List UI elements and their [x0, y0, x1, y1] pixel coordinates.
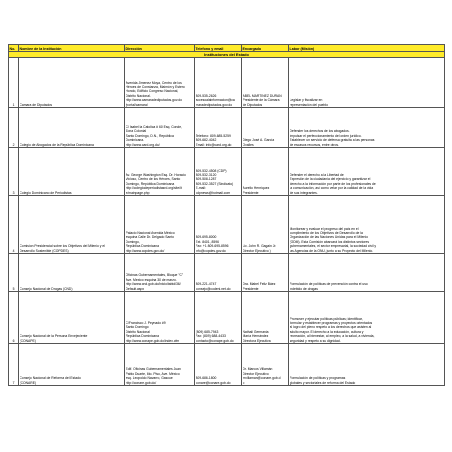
cell-line: Lic. John R. Gagain Jr.	[242, 244, 277, 249]
cell-phone[interactable]	[195, 254, 242, 292]
cell-line: http://www.copdes.gov.do/	[125, 248, 165, 253]
cell-line: 809-682-4042	[195, 138, 217, 143]
cell-line: esq. Leopoldo Navarro, Gascue	[125, 376, 173, 381]
cell-line: Formulación de políticas y programas	[289, 376, 346, 381]
cell-line: globales y sectoriales de reforma del Estado	[289, 380, 356, 385]
cell-mission[interactable]	[289, 108, 445, 148]
header-address[interactable]: Dirección	[125, 45, 195, 52]
cell-line: República Dominicana	[125, 334, 159, 339]
cell-line: e/mainpage.php	[125, 190, 150, 195]
cell-no[interactable]: 2	[9, 108, 19, 148]
cell-line: Monitorear y evaluar el progreso del país en el	[289, 226, 359, 231]
cell-line: Colegio de Abogados de la República Dominicana	[19, 142, 94, 147]
cell-address[interactable]	[125, 108, 195, 148]
cell-line: Pablo Duarte, 6to. Piso, Ave. México	[125, 371, 180, 376]
cell-phone[interactable]	[195, 108, 242, 148]
cell-line: Establecer un servicio de defensa gratuita a las personas	[289, 138, 375, 143]
cell-manager[interactable]	[242, 254, 289, 292]
cell-no[interactable]: 5	[9, 254, 19, 292]
cell-line: adulto mayor. El derecho a la educación, cultura y	[289, 329, 364, 334]
cell-line: accesoalainformacion@ca	[195, 98, 235, 103]
cell-line: Formulación de políticas de prevención contra el uso	[289, 282, 368, 287]
cell-line: conare@conare.gob.do	[195, 380, 231, 385]
cell-address[interactable]	[125, 148, 195, 196]
cell-line: gubernamentales, el sector empresarial, la sociedad civil y	[289, 244, 377, 249]
cell-no[interactable]: 7	[9, 344, 19, 386]
cell-line: Legislar y fiscalizar en	[289, 98, 323, 103]
cell-name[interactable]	[19, 108, 125, 148]
cell-line: Distrito Nacional	[125, 329, 150, 334]
table-row	[9, 148, 445, 196]
cell-line: Defender los derechos de los abogados.	[289, 129, 350, 134]
cell-line: Oficinas Gubernamentales, Bloque "C"	[125, 273, 184, 278]
cell-line: (809) 685-7943	[195, 329, 219, 334]
header-mission[interactable]: Labor (Misión)	[289, 45, 445, 52]
cell-line: seguridad y respeto a su dignidad.	[289, 338, 341, 343]
cell-line: indebido de drogas	[289, 286, 318, 291]
cell-manager[interactable]	[242, 108, 289, 148]
cell-line: Impulsar el perfeccionamiento del orden jurídico.	[289, 133, 362, 138]
cell-manager[interactable]	[242, 148, 289, 196]
cell-line: Edif. Oficinas Gubernamentales Juan	[125, 367, 181, 372]
cell-line: Héroes de Constanza, Maimón y Estero	[125, 84, 185, 89]
cell-line: derecho a la información por parte de los profesionales de	[289, 181, 376, 186]
cell-line: Santo Domingo	[125, 325, 149, 330]
cell-manager[interactable]	[242, 292, 289, 344]
header-phone[interactable]: Telefono y email	[195, 45, 242, 52]
cell-phone[interactable]	[195, 196, 242, 254]
cell-line: Nathali Germania	[242, 329, 269, 334]
cell-line: Dominicana.	[125, 138, 145, 143]
cell-line: (ODM). Esta Comisión abarcará los distintos sectores	[289, 239, 370, 244]
cell-line: Defender el derecho a la Libertad de	[289, 172, 344, 177]
cell-line: Av. George Washington Esq. Dr. Horacio	[125, 172, 186, 177]
cell-line: al logro del pleno respeto a los derechos que asisten al	[289, 325, 372, 330]
cell-address[interactable]	[125, 254, 195, 292]
cell-name[interactable]	[19, 196, 125, 254]
cell-line: Ave. Mexico esquina 30 de marzo.	[125, 277, 177, 282]
cell-line: formular y establecer programas y proyectos orientados	[289, 320, 373, 325]
cell-line: esquina Calle Dr. Delgado Santo	[125, 235, 175, 240]
institutions-table	[8, 44, 445, 386]
table-row	[9, 292, 445, 344]
cell-line: 809-532-3527 (Sindicato)	[195, 181, 234, 186]
cell-line: 809-535-2626	[195, 93, 217, 98]
cell-phone[interactable]	[195, 58, 242, 108]
cell-line: Aurelio Henríquez	[242, 186, 270, 191]
cell-line: Promover y ejecutar políticas públicas; identificar,	[289, 316, 363, 321]
cell-line: de sus integrantes.	[289, 190, 318, 195]
cell-line: Ext. 8401, 8596	[195, 239, 219, 244]
cell-line: http://colegiodeperiodistasrd.org/site/it	[125, 186, 182, 191]
cell-line: Domingo, República Dominicana	[125, 181, 175, 186]
cell-line: http://conare.gob.do/	[125, 380, 157, 385]
cell-line: Ovalles	[242, 142, 254, 147]
cell-line: de escasos recursos, entre otros.	[289, 142, 339, 147]
cell-line: Distrito Nacional.	[125, 93, 151, 98]
cell-mission[interactable]	[289, 344, 445, 386]
cell-line: representación del pueblo	[289, 102, 328, 107]
cell-line: Default.aspx	[125, 286, 145, 291]
cell-address[interactable]	[125, 344, 195, 386]
table-row	[9, 344, 445, 386]
table-row	[9, 196, 445, 254]
cell-name[interactable]	[19, 58, 125, 108]
cell-mission[interactable]	[289, 292, 445, 344]
cell-mission[interactable]	[289, 58, 445, 108]
cell-line: http://www.card.org.do/	[125, 142, 160, 147]
cell-line: Presidente	[242, 286, 259, 291]
cell-line: las Agencias de la ONU, junto a su Proyecto del Milenio.	[289, 248, 374, 253]
cell-line: Presidente	[242, 190, 259, 195]
cell-line: Comision Presidencial sobre los Objetivos del Milenio y el	[19, 244, 105, 249]
cell-line: 809-686-1800	[195, 376, 217, 381]
cell-mission[interactable]	[289, 254, 445, 292]
cell-line: maradediputados.gov.do	[195, 102, 233, 107]
cell-line: info@copdes.gov.do	[195, 248, 226, 253]
cell-line: Palacio Nacional Avenida México	[125, 230, 175, 235]
cell-line: Director Ejecutivo	[242, 371, 269, 376]
cell-line: C/ Isabel la Catolica # 60 Esq. Conde,	[125, 124, 183, 129]
cell-line: (CONAPE)	[19, 338, 36, 343]
cell-line: Domingo,	[125, 239, 140, 244]
cell-line: http://www.cnd.gob.do/inicio/tabid/36/	[125, 282, 181, 287]
cell-name[interactable]	[19, 292, 125, 344]
cell-line: Dr. Marcos Villamán	[242, 367, 273, 372]
cell-line: Avenida Jimenez Moya, Centro de los	[125, 80, 182, 85]
cell-line: María Hernández	[242, 334, 269, 339]
cell-line: Consejo Nacional de Drogas (CND)	[19, 286, 73, 291]
cell-address[interactable]	[125, 196, 195, 254]
cell-line: E-mail:	[195, 186, 206, 191]
cell-line: http://www.conape.gob.do/index.cfm	[125, 338, 180, 343]
cell-line: http://www.camaradediputados.gov.do	[125, 98, 182, 103]
table-row	[9, 108, 445, 148]
cell-no[interactable]: 3	[9, 148, 19, 196]
cell-line: contacto@conape.gob.do	[195, 338, 234, 343]
cell-line: de Diputados	[242, 102, 263, 107]
cell-address[interactable]	[125, 58, 195, 108]
cell-line: C/Francisco J. Peynado #9	[125, 320, 166, 325]
cell-line: Camara de Diputados	[19, 102, 53, 107]
cell-line: Presidente de la Cámara	[242, 98, 280, 103]
cell-line: ABEL MARTINEZ DURAN	[242, 93, 282, 98]
cell-manager[interactable]	[242, 196, 289, 254]
cell-line: consejo@codeni.net.do	[195, 286, 231, 291]
cell-mission[interactable]	[289, 196, 445, 254]
cell-line: Fax: (809) 688-4433	[195, 334, 226, 339]
cell-manager[interactable]	[242, 58, 289, 108]
cell-line: Consejo Nacional de la Persona Envejeciente	[19, 334, 88, 339]
cell-name[interactable]	[19, 148, 125, 196]
cell-line: Dra. Mabel Feliz Báez	[242, 282, 276, 287]
cell-line: Organización de las Naciones Unidas para el Milenio	[289, 235, 368, 240]
cell-line: Directora Ejecutiva	[242, 338, 271, 343]
cell-line: República Dominicana	[125, 244, 159, 249]
cell-line: 809-532-4508 (CDP)	[195, 168, 227, 173]
header-name[interactable]: Nombre de la Institución	[19, 45, 125, 52]
cell-line: recreación, al bienestar, al empleo, a la salud, a vivienda,	[289, 334, 375, 339]
cell-line: Santo Domingo, D.N., República	[125, 133, 174, 138]
cell-address[interactable]	[125, 292, 195, 344]
cell-line: Fax: +1 809-695-8596	[195, 244, 229, 249]
cell-no[interactable]: 6	[9, 292, 19, 344]
cell-phone[interactable]	[195, 292, 242, 344]
cell-phone[interactable]	[195, 344, 242, 386]
cell-name[interactable]	[19, 344, 125, 386]
cell-manager[interactable]	[242, 344, 289, 386]
cell-no[interactable]: 4	[9, 196, 19, 254]
header-row	[9, 45, 445, 52]
cell-line: cumplimiento de los Objetivos de Desarrollo de la	[289, 230, 363, 235]
cell-line: 809-532-3120	[195, 172, 217, 177]
cell-line: Consejo Nacional de Reforma del Estado	[19, 376, 81, 381]
cell-line: /portal/camara/	[125, 102, 148, 107]
cell-line: 809-508-1287	[195, 177, 217, 182]
table-row	[9, 254, 445, 292]
cell-name[interactable]	[19, 254, 125, 292]
cell-line: mvillaman@conare.gob.d	[242, 376, 281, 381]
cell-line: 809-695-8000	[195, 235, 217, 240]
header-manager[interactable]: Encargado	[242, 45, 289, 52]
cell-line: Vicioso, Centro de los Héroes, Santo	[125, 177, 181, 182]
cell-line: la comunicación, así como velar por la calidad de la vida	[289, 186, 374, 191]
cell-line: o	[242, 380, 245, 385]
header-no[interactable]: No.	[9, 45, 19, 52]
cell-line: Expresión de la ciudadanía del ejercicio y garantizar el	[289, 177, 371, 182]
cell-line: (CONARE)	[19, 380, 37, 385]
section-title[interactable]: Instituciones del Estado	[9, 52, 445, 58]
cell-line: Zona Colonial	[125, 129, 147, 134]
cell-line: Hondo, Edificio Congreso Nacional,	[125, 89, 179, 94]
cell-phone[interactable]	[195, 148, 242, 196]
cell-line: Colegio Dominicano de Periodistas	[19, 190, 72, 195]
cell-mission[interactable]	[289, 148, 445, 196]
table-row	[9, 58, 445, 108]
cell-line: Diego José A. García	[242, 138, 275, 143]
table-body	[9, 45, 445, 386]
cell-line: Email: info@card.org.do	[195, 142, 232, 147]
spreadsheet	[8, 44, 444, 386]
cell-no[interactable]: 1	[9, 58, 19, 108]
cell-line: Desarrollo Sostenible (COPDES)	[19, 248, 69, 253]
cell-line: Telefono: 809-685-5259	[195, 133, 231, 138]
cell-line: Director Ejecutivo )	[242, 248, 271, 253]
cell-line: cdpnews@hotmail.com	[195, 190, 231, 195]
cell-line: 809-221-4747	[195, 282, 217, 287]
